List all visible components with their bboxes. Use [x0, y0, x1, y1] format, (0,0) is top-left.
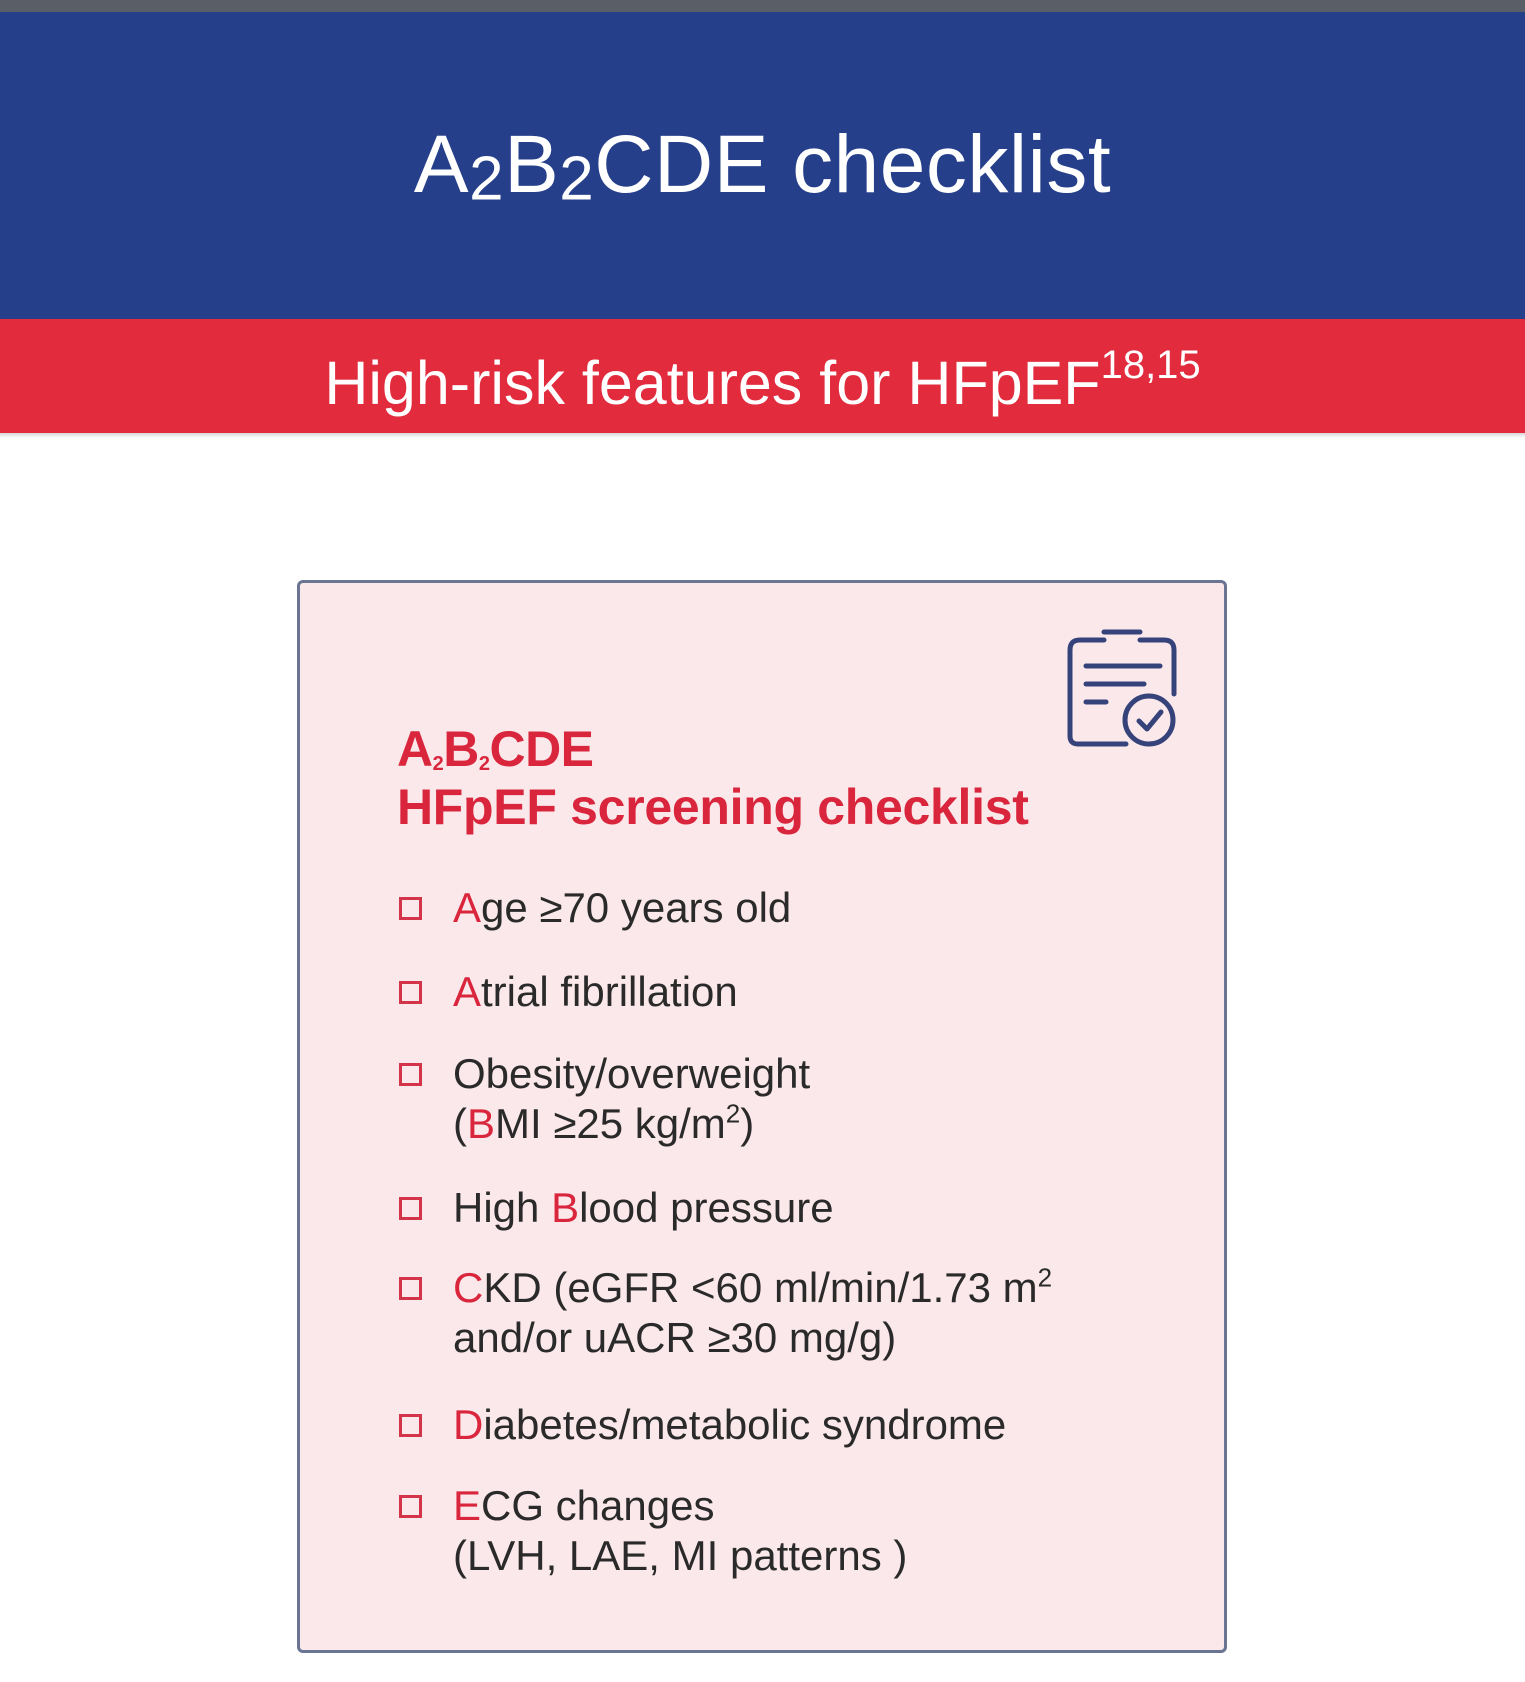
mnemonic-letter: E: [453, 1482, 482, 1529]
checklist-card: [297, 580, 1227, 1653]
checkbox[interactable]: [399, 1063, 422, 1086]
header-banner: [0, 12, 1525, 319]
card-heading: [397, 721, 1029, 837]
checklist-item-label: [453, 883, 791, 933]
label-text: MI ≥25 kg/m: [495, 1100, 726, 1147]
checkbox[interactable]: [399, 1197, 422, 1220]
checklist-item-label: [453, 1183, 834, 1233]
checklist-title: HFpEF screening checklist: [397, 779, 1029, 835]
checkbox[interactable]: [399, 1414, 422, 1437]
label-text: (LVH, LAE, MI patterns ): [453, 1532, 908, 1579]
checkbox[interactable]: [399, 981, 422, 1004]
band-shadow: [0, 433, 1525, 438]
reference-superscript: 18,15: [1100, 343, 1201, 387]
checklist-acronym: $A_2B_2CDE$: [397, 721, 594, 777]
label-text: Obesity/overweight: [453, 1050, 811, 1097]
label-text: 2: [725, 1098, 741, 1129]
label-text: iabetes/metabolic syndrome: [483, 1401, 1007, 1448]
checkbox[interactable]: [399, 897, 422, 920]
label-text: High: [453, 1184, 552, 1231]
checklist-item-label: [453, 967, 738, 1017]
checklist-item-label: [453, 1049, 810, 1149]
label-text: 2: [1037, 1262, 1053, 1293]
checklist-item-label: [453, 1400, 1006, 1450]
mnemonic-letter: C: [453, 1264, 484, 1311]
checkbox[interactable]: [399, 1495, 422, 1518]
subtitle-band: [0, 319, 1525, 433]
label-text: CG changes: [481, 1482, 715, 1529]
subtitle: High-risk features for HFpEF$^{18,15}$: [324, 343, 1201, 417]
mnemonic-letter: B: [467, 1100, 496, 1147]
top-strip: [0, 0, 1525, 12]
main-title: $A_2B_2CDE$ checklist: [413, 119, 1112, 214]
label-text: trial fibrillation: [481, 968, 738, 1015]
mnemonic-letter: A: [453, 884, 482, 931]
checklist-item-label: [453, 1263, 1052, 1363]
label-text: ): [740, 1100, 755, 1147]
checklist-item-label: [453, 1481, 907, 1581]
label-text: lood pressure: [579, 1184, 834, 1231]
label-text: ge ≥70 years old: [481, 884, 792, 931]
clipboard-check-icon: [1060, 626, 1184, 750]
label-text: KD (eGFR <60 ml/min/1.73 m: [483, 1264, 1038, 1311]
mnemonic-letter: D: [453, 1401, 484, 1448]
checkbox[interactable]: [399, 1277, 422, 1300]
label-text: and/or uACR ≥30 mg/g): [453, 1314, 897, 1361]
label-text: (: [453, 1100, 467, 1147]
mnemonic-letter: B: [551, 1184, 580, 1231]
mnemonic-letter: A: [453, 968, 482, 1015]
